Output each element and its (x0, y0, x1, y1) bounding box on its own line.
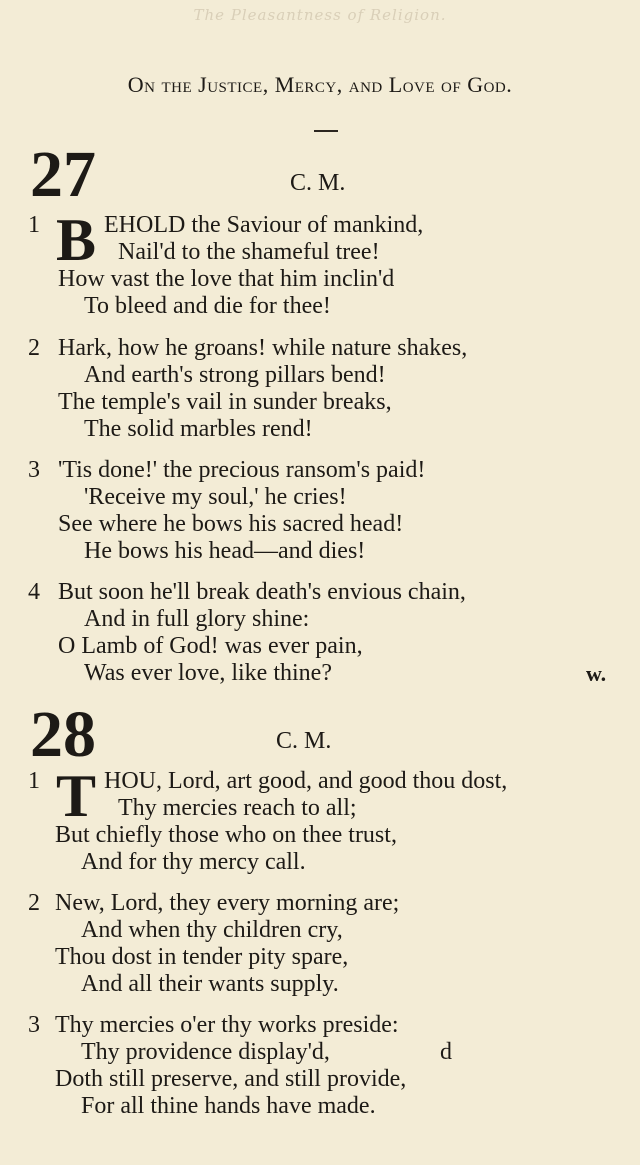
drop-cap: T (56, 763, 97, 829)
verse-line: For all thine hands have made. (81, 1093, 376, 1119)
author-initial: w. (586, 661, 607, 686)
stray-mark: d (440, 1039, 452, 1065)
verse-line: But soon he'll break death's envious chain, (58, 579, 466, 605)
drop-cap: B (56, 207, 97, 273)
verse-line: He bows his head—and dies! (84, 538, 366, 564)
hymn-number: 27 (30, 138, 96, 211)
verse-line: And in full glory shine: (84, 606, 310, 632)
verse-line: Hark, how he groans! while nature shakes, (58, 335, 468, 361)
verse-number: 1 (28, 212, 40, 238)
bleed-through-text: The Pleasantness of Religion. (193, 6, 447, 24)
verse-number: 1 (28, 768, 40, 794)
divider-rule (314, 130, 338, 132)
verse-line: EHOLD the Saviour of mankind, (104, 212, 424, 238)
verse-line: And when thy children cry, (81, 917, 343, 943)
verse-line: The solid marbles rend! (84, 416, 313, 442)
verse-line: 'Receive my soul,' he cries! (84, 484, 347, 510)
verse-line: New, Lord, they every morning are; (55, 890, 400, 916)
verse-number: 3 (28, 457, 40, 483)
verse-number: 2 (28, 335, 40, 361)
hymn-number: 28 (30, 698, 96, 771)
verse-line: The temple's vail in sunder breaks, (58, 389, 392, 415)
section-title: On the Justice, Mercy, and Love of God. (127, 72, 513, 97)
hymn-meter: C. M. (290, 170, 346, 196)
verse-line: Doth still preserve, and still provide, (55, 1066, 407, 1092)
verse-line: HOU, Lord, art good, and good thou dost, (104, 768, 508, 794)
verse-line: And earth's strong pillars bend! (84, 362, 386, 388)
verse-number: 4 (28, 579, 40, 605)
hymn-meter: C. M. (276, 728, 332, 754)
verse-line: But chiefly those who on thee trust, (55, 822, 397, 848)
verse-line: To bleed and die for thee! (84, 293, 331, 319)
verse-line: Thou dost in tender pity spare, (55, 944, 349, 970)
verse-line: And for thy mercy call. (81, 849, 306, 875)
verse-line: How vast the love that him inclin'd (58, 266, 395, 292)
verse-line: Was ever love, like thine? (84, 660, 332, 686)
verse-number: 2 (28, 890, 40, 916)
verse-line: And all their wants supply. (81, 971, 339, 997)
verse-line: Thy mercies reach to all; (118, 795, 357, 821)
verse-number: 3 (28, 1012, 40, 1038)
verse-line: O Lamb of God! was ever pain, (58, 633, 363, 659)
verse-line: Nail'd to the shameful tree! (118, 239, 380, 265)
verse-line: Thy providence display'd, (81, 1039, 330, 1065)
verse-line: Thy mercies o'er thy works preside: (55, 1012, 399, 1038)
verse-line: 'Tis done!' the precious ransom's paid! (58, 457, 426, 483)
verse-line: See where he bows his sacred head! (58, 511, 404, 537)
